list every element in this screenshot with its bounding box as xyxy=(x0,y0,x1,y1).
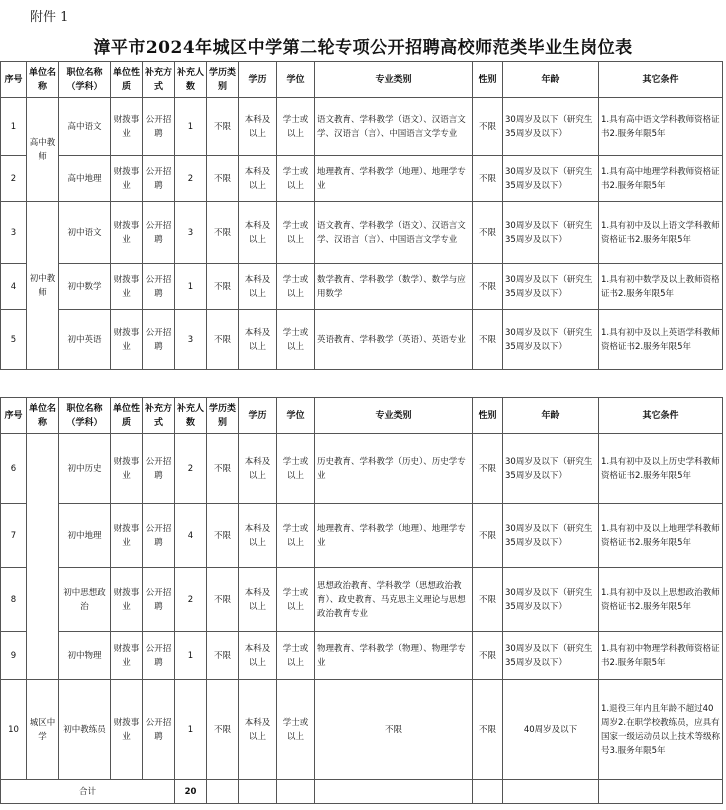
cell-no: 5 xyxy=(1,310,27,370)
cell-no: 2 xyxy=(1,156,27,202)
header-method: 补充方式 xyxy=(143,62,175,98)
cell-unit-continued xyxy=(27,434,59,680)
cell-count: 2 xyxy=(175,434,207,504)
header-qual-type: 学历类别 xyxy=(207,398,239,434)
cell-nature: 财拨事业 xyxy=(111,156,143,202)
cell-gender: 不限 xyxy=(473,680,503,780)
cell-other: 1.具有初中及以上思想政治教师资格证书2.服务年限5年 xyxy=(599,568,723,632)
cell-method: 公开招聘 xyxy=(143,98,175,156)
cell-degree: 学士或以上 xyxy=(277,632,315,680)
header-unit: 单位名称 xyxy=(27,62,59,98)
cell-degree: 学士或以上 xyxy=(277,434,315,504)
cell-age: 30周岁及以下（研究生35周岁及以下） xyxy=(503,632,599,680)
cell-gender: 不限 xyxy=(473,568,503,632)
cell-post: 初中英语 xyxy=(59,310,111,370)
table-row xyxy=(1,264,723,310)
cell-count: 1 xyxy=(175,632,207,680)
table-row xyxy=(1,568,723,632)
cell-qual-type: 不限 xyxy=(207,680,239,780)
header-major: 专业类别 xyxy=(315,62,473,98)
cell-no: 1 xyxy=(1,98,27,156)
cell-gender: 不限 xyxy=(473,504,503,568)
total-empty-cell xyxy=(315,780,473,804)
header-count: 补充人数 xyxy=(175,398,207,434)
cell-gender: 不限 xyxy=(473,202,503,264)
table-row xyxy=(1,434,723,504)
cell-edu: 本科及以上 xyxy=(239,98,277,156)
cell-edu: 本科及以上 xyxy=(239,434,277,504)
cell-qual-type: 不限 xyxy=(207,264,239,310)
header-degree: 学位 xyxy=(277,62,315,98)
cell-gender: 不限 xyxy=(473,434,503,504)
cell-edu: 本科及以上 xyxy=(239,680,277,780)
cell-other: 1.具有初中及以上历史学科教师资格证书2.服务年限5年 xyxy=(599,434,723,504)
attachment-label: 附件 1 xyxy=(30,10,69,25)
cell-major: 不限 xyxy=(315,680,473,780)
cell-post: 初中物理 xyxy=(59,632,111,680)
cell-post: 初中地理 xyxy=(59,504,111,568)
table-header-row xyxy=(1,62,723,98)
cell-age: 30周岁及以下（研究生35周岁及以下） xyxy=(503,504,599,568)
cell-nature: 财拨事业 xyxy=(111,310,143,370)
cell-count: 2 xyxy=(175,156,207,202)
cell-age: 40周岁及以下 xyxy=(503,680,599,780)
header-no: 序号 xyxy=(1,62,27,98)
cell-degree: 学士或以上 xyxy=(277,680,315,780)
cell-count: 2 xyxy=(175,568,207,632)
cell-method: 公开招聘 xyxy=(143,632,175,680)
cell-post: 高中地理 xyxy=(59,156,111,202)
cell-gender: 不限 xyxy=(473,632,503,680)
header-post: 职位名称（学科） xyxy=(59,62,111,98)
cell-degree: 学士或以上 xyxy=(277,202,315,264)
cell-qual-type: 不限 xyxy=(207,98,239,156)
cell-major: 思想政治教育、学科教学（思想政治教育）、政史教育、马克思主义理论与思想政治教育专业 xyxy=(315,568,473,632)
cell-count: 4 xyxy=(175,504,207,568)
cell-post: 初中历史 xyxy=(59,434,111,504)
cell-other: 1.具有初中数学及以上教师资格证书2.服务年限5年 xyxy=(599,264,723,310)
header-other: 其它条件 xyxy=(599,398,723,434)
page-title: 漳平市2024年城区中学第二轮专项公开招聘高校师范类毕业生岗位表 xyxy=(93,38,633,58)
post-table-part-2 xyxy=(0,397,723,804)
cell-major: 地理教育、学科教学（地理）、地理学专业 xyxy=(315,156,473,202)
cell-no: 6 xyxy=(1,434,27,504)
cell-unit: 初中教师 xyxy=(27,202,59,370)
cell-degree: 学士或以上 xyxy=(277,264,315,310)
cell-degree: 学士或以上 xyxy=(277,310,315,370)
total-count: 20 xyxy=(175,780,207,804)
cell-nature: 财拨事业 xyxy=(111,504,143,568)
cell-major: 语文教育、学科教学（语文）、汉语言文学、汉语言（言）、中国语言文学专业 xyxy=(315,98,473,156)
table-row xyxy=(1,156,723,202)
cell-major: 数学教育、学科教学（数学）、数学与应用数学 xyxy=(315,264,473,310)
header-age: 年龄 xyxy=(503,62,599,98)
cell-no: 10 xyxy=(1,680,27,780)
cell-gender: 不限 xyxy=(473,156,503,202)
cell-edu: 本科及以上 xyxy=(239,504,277,568)
cell-nature: 财拨事业 xyxy=(111,568,143,632)
cell-age: 30周岁及以下（研究生35周岁及以下） xyxy=(503,156,599,202)
cell-qual-type: 不限 xyxy=(207,310,239,370)
cell-post: 初中思想政治 xyxy=(59,568,111,632)
cell-degree: 学士或以上 xyxy=(277,568,315,632)
cell-method: 公开招聘 xyxy=(143,310,175,370)
cell-age: 30周岁及以下（研究生35周岁及以下） xyxy=(503,264,599,310)
cell-gender: 不限 xyxy=(473,310,503,370)
table-header-row xyxy=(1,398,723,434)
header-gender: 性别 xyxy=(473,398,503,434)
header-method: 补充方式 xyxy=(143,398,175,434)
total-empty-cell xyxy=(207,780,239,804)
header-gender: 性别 xyxy=(473,62,503,98)
table-row xyxy=(1,310,723,370)
cell-qual-type: 不限 xyxy=(207,568,239,632)
cell-method: 公开招聘 xyxy=(143,156,175,202)
post-table-part-1 xyxy=(0,61,723,370)
total-empty-cell xyxy=(277,780,315,804)
cell-count: 3 xyxy=(175,310,207,370)
cell-age: 30周岁及以下（研究生35周岁及以下） xyxy=(503,98,599,156)
cell-other: 1.退役三年内且年龄不超过40周岁2.在职学校教练员，应具有国家一级运动员以上技术等级称号3.服务年限5年 xyxy=(599,680,723,780)
cell-qual-type: 不限 xyxy=(207,632,239,680)
cell-nature: 财拨事业 xyxy=(111,632,143,680)
cell-post: 初中教练员 xyxy=(59,680,111,780)
cell-nature: 财拨事业 xyxy=(111,264,143,310)
cell-no: 9 xyxy=(1,632,27,680)
cell-no: 8 xyxy=(1,568,27,632)
cell-age: 30周岁及以下（研究生35周岁及以下） xyxy=(503,434,599,504)
header-count: 补充人数 xyxy=(175,62,207,98)
cell-method: 公开招聘 xyxy=(143,568,175,632)
cell-edu: 本科及以上 xyxy=(239,156,277,202)
header-other: 其它条件 xyxy=(599,62,723,98)
cell-method: 公开招聘 xyxy=(143,434,175,504)
cell-method: 公开招聘 xyxy=(143,680,175,780)
cell-unit: 城区中学 xyxy=(27,680,59,780)
cell-other: 1.具有高中地理学科教师资格证书2.服务年限5年 xyxy=(599,156,723,202)
cell-method: 公开招聘 xyxy=(143,202,175,264)
cell-count: 1 xyxy=(175,98,207,156)
total-empty-cell xyxy=(473,780,503,804)
cell-nature: 财拨事业 xyxy=(111,98,143,156)
cell-degree: 学士或以上 xyxy=(277,98,315,156)
header-nature: 单位性质 xyxy=(111,398,143,434)
cell-age: 30周岁及以下（研究生35周岁及以下） xyxy=(503,568,599,632)
cell-no: 7 xyxy=(1,504,27,568)
total-empty-cell xyxy=(599,780,723,804)
cell-no: 4 xyxy=(1,264,27,310)
cell-count: 1 xyxy=(175,264,207,310)
cell-other: 1.具有初中物理学科教师资格证书2.服务年限5年 xyxy=(599,632,723,680)
cell-qual-type: 不限 xyxy=(207,504,239,568)
cell-major: 历史教育、学科教学（历史）、历史学专业 xyxy=(315,434,473,504)
total-empty-cell xyxy=(239,780,277,804)
cell-gender: 不限 xyxy=(473,264,503,310)
cell-unit: 高中教师 xyxy=(27,98,59,202)
total-label: 合计 xyxy=(1,780,175,804)
header-age: 年龄 xyxy=(503,398,599,434)
cell-major: 英语教育、学科教学（英语）、英语专业 xyxy=(315,310,473,370)
cell-method: 公开招聘 xyxy=(143,504,175,568)
cell-other: 1.具有初中及以上英语学科教师资格证书2.服务年限5年 xyxy=(599,310,723,370)
header-degree: 学位 xyxy=(277,398,315,434)
cell-other: 1.具有高中语文学科教师资格证书2.服务年限5年 xyxy=(599,98,723,156)
cell-degree: 学士或以上 xyxy=(277,504,315,568)
header-unit: 单位名称 xyxy=(27,398,59,434)
cell-nature: 财拨事业 xyxy=(111,202,143,264)
cell-edu: 本科及以上 xyxy=(239,264,277,310)
header-post: 职位名称（学科） xyxy=(59,398,111,434)
header-nature: 单位性质 xyxy=(111,62,143,98)
cell-major: 语文教育、学科教学（语文）、汉语言文学、汉语言（言）、中国语言文学专业 xyxy=(315,202,473,264)
cell-no: 3 xyxy=(1,202,27,264)
table-row xyxy=(1,202,723,264)
header-edu: 学历 xyxy=(239,398,277,434)
cell-qual-type: 不限 xyxy=(207,202,239,264)
cell-other: 1.具有初中及以上语文学科教师资格证书2.服务年限5年 xyxy=(599,202,723,264)
cell-major: 物理教育、学科教学（物理）、物理学专业 xyxy=(315,632,473,680)
cell-edu: 本科及以上 xyxy=(239,310,277,370)
header-no: 序号 xyxy=(1,398,27,434)
header-qual-type: 学历类别 xyxy=(207,62,239,98)
header-major: 专业类别 xyxy=(315,398,473,434)
cell-nature: 财拨事业 xyxy=(111,680,143,780)
cell-degree: 学士或以上 xyxy=(277,156,315,202)
cell-qual-type: 不限 xyxy=(207,434,239,504)
cell-post: 高中语文 xyxy=(59,98,111,156)
total-row xyxy=(1,780,723,804)
cell-major: 地理教育、学科教学（地理）、地理学专业 xyxy=(315,504,473,568)
cell-edu: 本科及以上 xyxy=(239,568,277,632)
cell-nature: 财拨事业 xyxy=(111,434,143,504)
total-empty-cell xyxy=(503,780,599,804)
table-row xyxy=(1,504,723,568)
cell-edu: 本科及以上 xyxy=(239,632,277,680)
cell-post: 初中数学 xyxy=(59,264,111,310)
cell-post: 初中语文 xyxy=(59,202,111,264)
cell-edu: 本科及以上 xyxy=(239,202,277,264)
table-row xyxy=(1,680,723,780)
cell-count: 3 xyxy=(175,202,207,264)
cell-gender: 不限 xyxy=(473,98,503,156)
cell-age: 30周岁及以下（研究生35周岁及以下） xyxy=(503,310,599,370)
cell-other: 1.具有初中及以上地理学科教师资格证书2.服务年限5年 xyxy=(599,504,723,568)
cell-count: 1 xyxy=(175,680,207,780)
cell-method: 公开招聘 xyxy=(143,264,175,310)
cell-age: 30周岁及以下（研究生35周岁及以下） xyxy=(503,202,599,264)
table-row xyxy=(1,632,723,680)
header-edu: 学历 xyxy=(239,62,277,98)
table-row xyxy=(1,98,723,156)
cell-qual-type: 不限 xyxy=(207,156,239,202)
